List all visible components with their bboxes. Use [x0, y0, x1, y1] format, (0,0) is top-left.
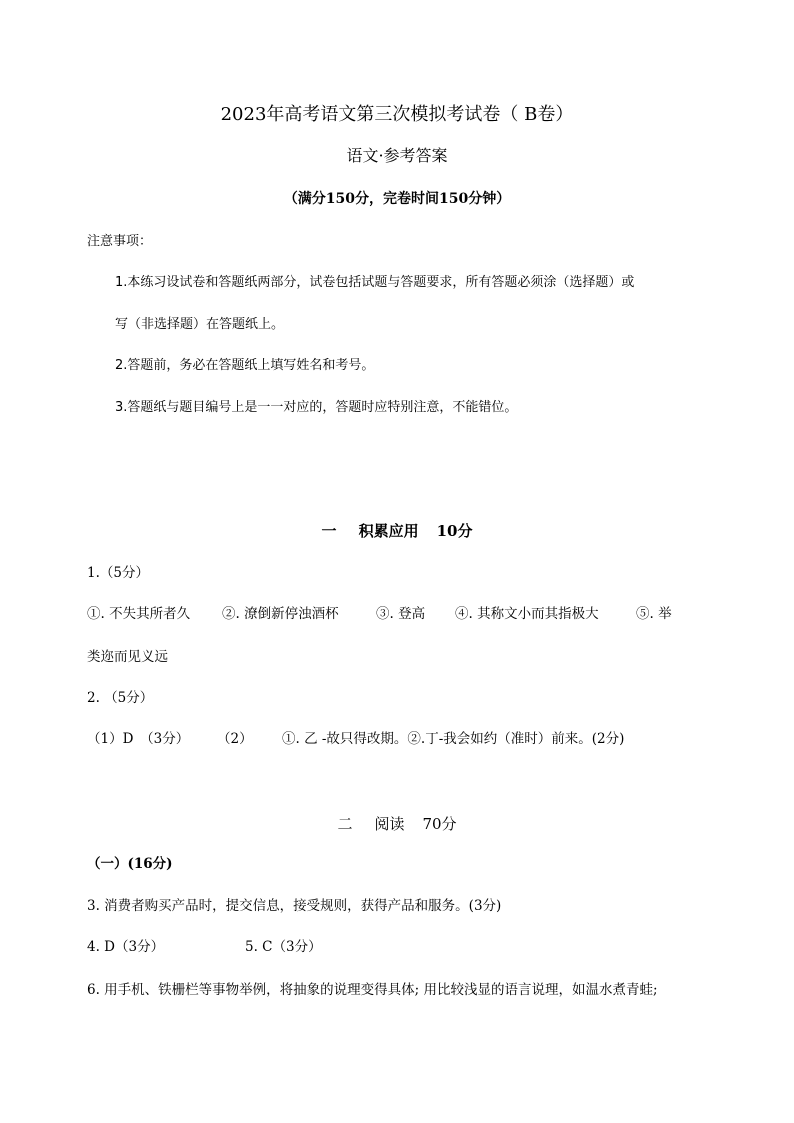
q1-answer-2: ②. 潦倒新停浊酒杯: [222, 606, 339, 622]
exam-subtitle: 语文·参考答案: [346, 146, 448, 165]
q6-answer: 6. 用手机、铁栅栏等事物举例，将抽象的说理变得具体; 用比较浅显的语言说理，如温水煮青蛙;: [87, 982, 658, 998]
q4-5-answers: [87, 939, 322, 955]
section1-name: 积累应用: [358, 522, 419, 540]
q1-answer-3: ③. 登高: [376, 606, 426, 622]
note-item-1: 1.本练习设试卷和答题纸两部分，试卷包括试题与答题要求，所有答题必须涂（选择题）或: [115, 275, 635, 290]
section1-score: 10分: [436, 522, 473, 540]
section1-heading: [0, 524, 794, 539]
section2-num: 二: [337, 815, 353, 833]
q1-answer-4: ④. 其称文小而其指极大: [455, 606, 599, 622]
q1-answer-5: ⑤. 举: [636, 606, 672, 622]
section2-score: 70分: [422, 815, 457, 833]
q2-part2-answer: ①. 乙 -故只得改期。②.丁-我会如约（准时）前来。(2分): [282, 731, 625, 747]
notes-heading: 注意事项：: [87, 234, 153, 249]
note-item-2: 2.答题前，务必在答题纸上填写姓名和考号。: [115, 358, 375, 373]
note-item-1-cont: 写（非选择题）在答题纸上。: [115, 317, 285, 332]
q5-answer: 5. C（3分）: [245, 939, 322, 955]
q2-part2: （2）: [217, 731, 253, 747]
exam-title: 2023年高考语文第三次模拟考试卷（ B卷）: [220, 104, 574, 125]
section1-num: 一: [321, 522, 337, 540]
section2-name: 阅读: [374, 815, 405, 833]
section2-heading: [0, 817, 794, 832]
q3-answer: 3. 消费者购买产品时，提交信息，接受规则，获得产品和服务。(3分): [87, 898, 502, 914]
q2-part1: （1）D （3分）: [87, 731, 190, 747]
exam-info: （满分150分，完卷时间150分钟）: [283, 191, 511, 207]
q1-answer-cont: 类迩而见义远: [87, 649, 168, 665]
q2-label: 2. （5分）: [87, 690, 154, 706]
q4-answer: 4. D（3分）: [87, 939, 165, 955]
section2-sub1: （一）(16分): [87, 856, 173, 872]
q2-answers: [87, 731, 625, 747]
q1-label: 1.（5分）: [87, 565, 149, 581]
note-item-3: 3.答题纸与题目编号上是一一对应的，答题时应特别注意，不能错位。: [115, 400, 518, 415]
q1-answers: [87, 606, 672, 622]
q1-answer-1: ①. 不失其所者久: [87, 606, 191, 622]
